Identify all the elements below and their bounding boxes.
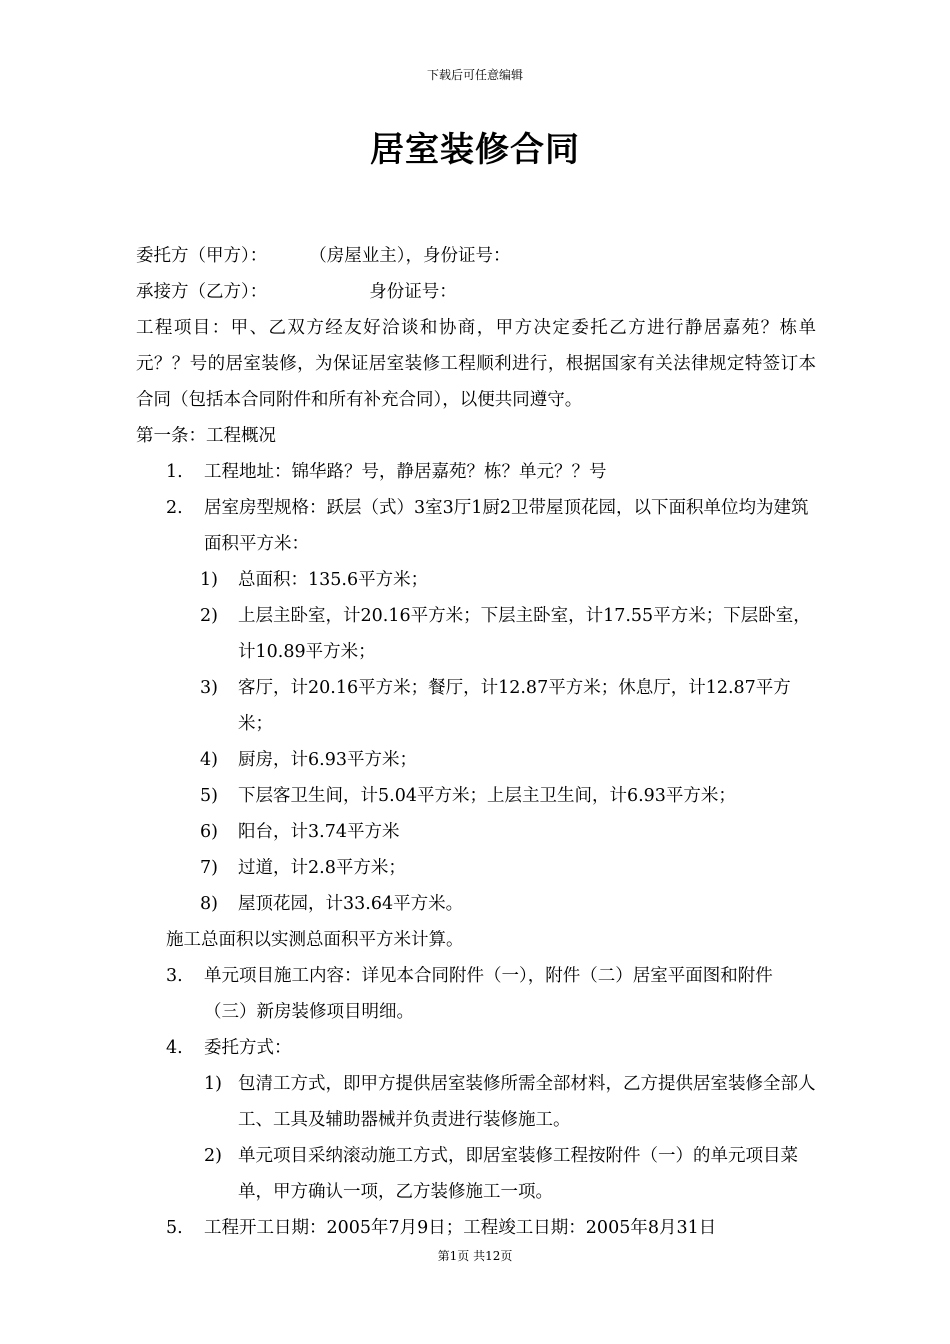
- area-item: 4) 厨房，计6.93平方米；: [200, 750, 417, 770]
- party-b-id: 身份证号：: [369, 282, 457, 302]
- area-item: 6) 阳台，计3.74平方米: [200, 822, 400, 842]
- document-title: 居室装修合同: [370, 130, 580, 170]
- party-a-line: [136, 238, 816, 274]
- method-item: 1) 包清工方式，即甲方提供居室装修所需全部材料，乙方提供居室装修全部人工、工具及辅助器械并负责进行装修施工。: [204, 1074, 816, 1130]
- project-paragraph: 工程项目：甲、乙双方经友好洽谈和协商，甲方决定委托乙方进行静居嘉苑？栋单元？？号的居室装修，为保证居室装修工程顺利进行，根据国家有关法律规定特签订本合同（包括本合同附件和所有补充合同），以便共同遵守。: [136, 318, 816, 410]
- area-item: 7) 过道，计2.8平方米；: [200, 858, 406, 878]
- article1-heading: 第一条：工程概况: [136, 426, 276, 446]
- area-item: 5) 下层客卫生间，计5.04平方米；上层主卫生间，计6.93平方米；: [200, 786, 736, 806]
- party-a-owner: （房屋业主），身份证号：: [309, 246, 511, 266]
- party-b-label: 承接方（乙方）：: [136, 282, 268, 302]
- area-note: 施工总面积以实测总面积平方米计算。: [166, 930, 464, 950]
- party-b-line: [136, 274, 816, 310]
- list-item: 1. 工程地址：锦华路？号，静居嘉苑？栋？单元？？号: [166, 462, 607, 482]
- list-item: 3. 单元项目施工内容：详见本合同附件（一），附件（二）居室平面图和附件（三）新房装修项目明细。: [166, 966, 773, 1022]
- party-a-label: 委托方（甲方）：: [136, 246, 268, 266]
- area-item: 8) 屋顶花园，计33.64平方米。: [200, 894, 464, 914]
- page-header: 下载后可任意编辑: [426, 68, 523, 82]
- method-item: 2) 单元项目采纳滚动施工方式，即居室装修工程按附件（一）的单元项目菜单，甲方确认一项，乙方装修施工一项。: [204, 1146, 798, 1202]
- document-body: [136, 238, 816, 1246]
- page-footer: 第1页 共12页: [437, 1249, 513, 1263]
- list-item: 4. 委托方式：: [166, 1038, 292, 1058]
- area-item: 3) 客厅，计20.16平方米；餐厅，计12.87平方米；休息厅，计12.87平方米；: [200, 678, 791, 734]
- area-item: 2) 上层主卧室，计20.16平方米；下层主卧室，计17.55平方米；下层卧室，计10.89平方米；: [200, 606, 811, 662]
- list-item: 5. 工程开工日期：2005年7月9日；工程竣工日期：2005年8月31日: [166, 1218, 717, 1238]
- list-item: 2. 居室房型规格：跃层（式）3室3厅1厨2卫带屋顶花园，以下面积单位均为建筑面积平方米：: [166, 498, 809, 554]
- area-item: 1) 总面积：135.6平方米；: [200, 570, 429, 590]
